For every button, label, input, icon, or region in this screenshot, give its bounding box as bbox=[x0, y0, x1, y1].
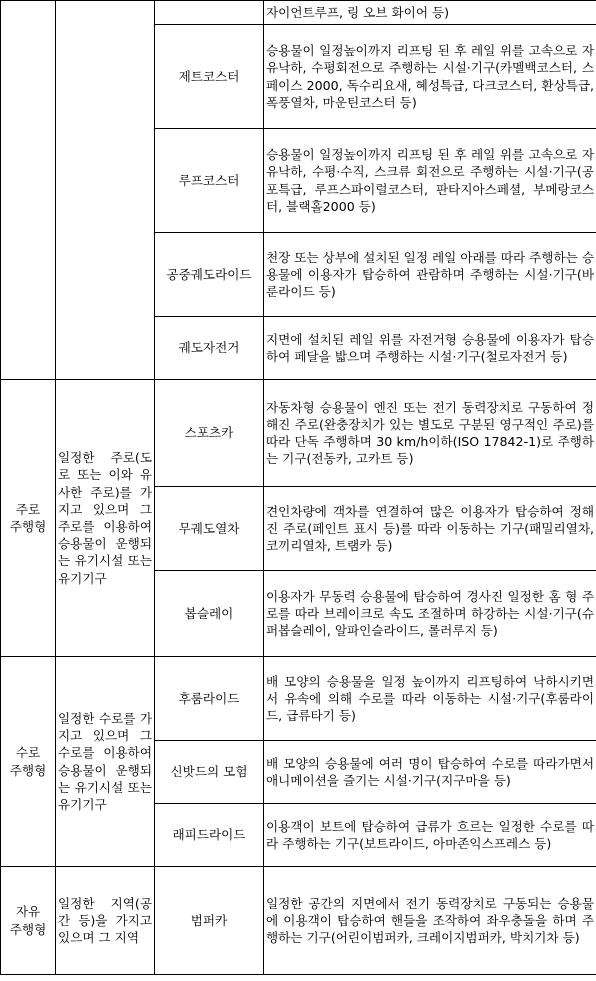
ride-name: 후룸라이드 bbox=[155, 657, 264, 741]
ride-name: 범퍼카 bbox=[155, 867, 264, 975]
ride-name: 래피드라이드 bbox=[155, 804, 264, 867]
ride-description: 천장 또는 상부에 설치된 일정 레일 아래를 따라 주행하는 승용물에 이용자가 탑승하여 관람하며 주행하는 시설·기구(바룬라이드 등) bbox=[264, 233, 596, 317]
ride-name: 공중궤도라이드 bbox=[155, 233, 264, 317]
ride-name: 무궤도열차 bbox=[155, 487, 264, 571]
ride-description: 자이언트루프, 링 오브 화이어 등) bbox=[264, 1, 596, 25]
ride-name-cell-empty bbox=[155, 1, 264, 25]
criteria-water-driving: 일정한 수로를 가지고 있으며 그 수로를 이용하여 승용물이 운행되는 유기시설 또는 유기기구 bbox=[56, 657, 155, 867]
ride-description: 배 모양의 승용물에 여러 명이 탑승하여 수로를 따라가면서 애니메이션을 즐기는 시설·기구(지구마을 등) bbox=[264, 741, 596, 804]
ride-name: 스포츠카 bbox=[155, 380, 264, 487]
table-row bbox=[1, 1, 596, 25]
category-free-driving: 자유 주행형 bbox=[1, 867, 56, 975]
table-row bbox=[1, 657, 596, 741]
criteria-free-driving: 일정한 지역(공간 등)을 가지고 있으며 그 지역 bbox=[56, 867, 155, 975]
ride-name: 봅슬레이 bbox=[155, 571, 264, 657]
table-row bbox=[1, 867, 596, 975]
ride-description: 지면에 설치된 레일 위를 자전거형 승용물에 이용자가 탑승하여 페달을 밟으며 주행하는 시설·기구(철로자전거 등) bbox=[264, 317, 596, 380]
category-road-driving: 주로 주행형 bbox=[1, 380, 56, 657]
ride-name: 궤도자전거 bbox=[155, 317, 264, 380]
ride-description: 이용객이 보트에 탑승하여 급류가 흐르는 일정한 수로를 따라 주행하는 기구(보트라이드, 아마존익스프레스 등) bbox=[264, 804, 596, 867]
ride-description: 견인차량에 객차를 연결하여 많은 이용자가 탑승하여 정해진 주로(페인트 표시 등)를 따라 이동하는 기구(패밀리열차, 코끼리열차, 트램카 등) bbox=[264, 487, 596, 571]
ride-description: 승용물이 일정높이까지 리프팅 된 후 레일 위를 고속으로 자유낙하, 수평회전으로 주행하는 시설·기구(카멜백코스터, 스페이스 2000, 독수리요새, 혜성특급, 다크코스터, 환상특급, 폭풍열차, 마운틴코스터 등) bbox=[264, 25, 596, 129]
ride-name: 루프코스터 bbox=[155, 129, 264, 233]
criteria-cell-empty bbox=[56, 1, 155, 380]
ride-description: 배 모양의 승용물을 일정 높이까지 리프팅하여 낙하시키면서 유속에 의해 수로를 따라 이동하는 시설·기구(후룸라이드, 급류타기 등) bbox=[264, 657, 596, 741]
ride-description: 자동차형 승용물이 엔진 또는 전기 동력장치로 구동하여 정해진 주로(완충장치가 있는 별도로 구분된 영구적인 주로)를 따라 단독 주행하며 30 km/h이하(ISO 17842-1)로 주행하는 기구(전동카, 고카트 등) bbox=[264, 380, 596, 487]
criteria-road-driving: 일정한 주로(도로 또는 이와 유사한 주로)를 가지고 있으며 그 주로를 이용하여 승용물이 운행되는 유기시설 또는 유기기구 bbox=[56, 380, 155, 657]
category-water-driving: 수로 주행형 bbox=[1, 657, 56, 867]
ride-description: 일정한 공간의 지면에서 전기 동력장치로 구동되는 승용물에 이용객이 탑승하여 핸들을 조작하여 좌우충돌을 하며 주행하는 기구(어린이범퍼카, 크레이지범퍼카, 박치기차 등) bbox=[264, 867, 596, 975]
ride-description: 이용자가 무동력 승용물에 탑승하여 경사진 일정한 홈 형 주로를 따라 브레이크로 속도 조절하며 하강하는 시설·기구(슈퍼봅슬레이, 알파인슬라이드, 롤러루지 등) bbox=[264, 571, 596, 657]
category-cell-empty bbox=[1, 1, 56, 380]
ride-name: 신밧드의 모험 bbox=[155, 741, 264, 804]
ride-name: 제트코스터 bbox=[155, 25, 264, 129]
table-row bbox=[1, 380, 596, 487]
ride-description: 승용물이 일정높이까지 리프팅 된 후 레일 위를 고속으로 자유낙하, 수평·수직, 스크류 회전으로 주행하는 시설·기구(공포특급, 루프스파이럴코스터, 판타지아스페셜, 부메랑코스터, 블랙홀2000 등) bbox=[264, 129, 596, 233]
